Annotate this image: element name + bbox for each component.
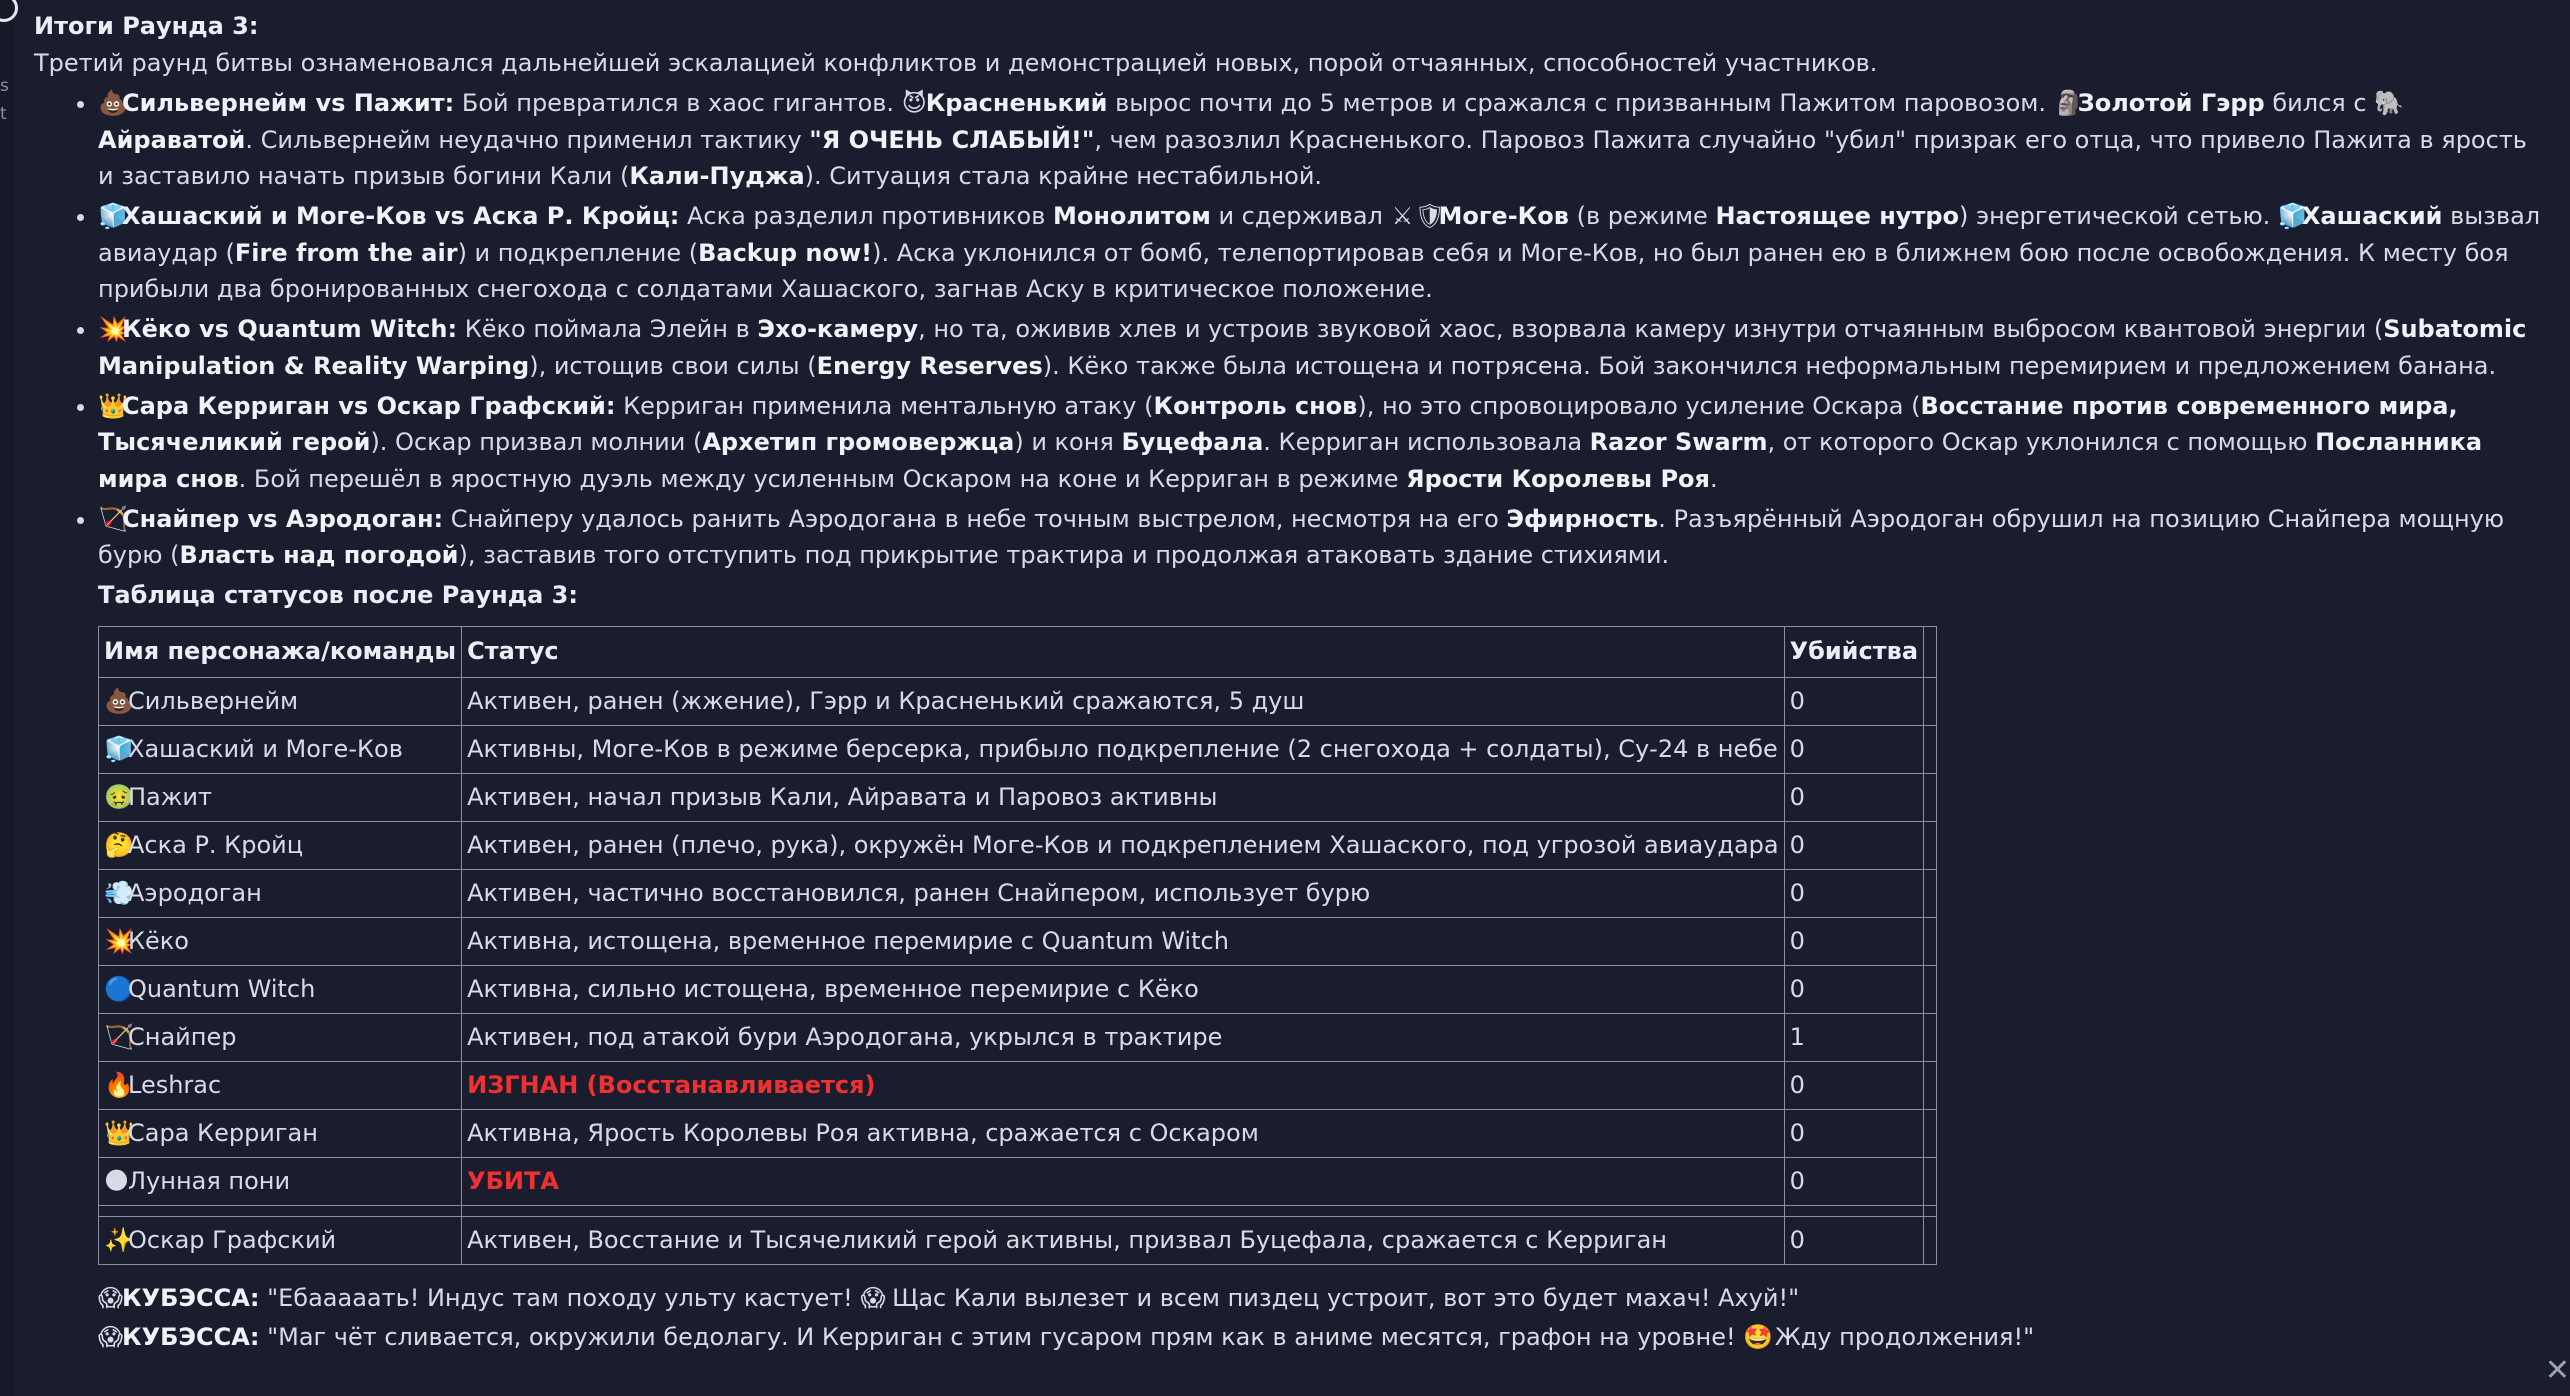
shocked-face-icon: 😱 xyxy=(98,1283,124,1312)
event-text: вызвал авиаудар ( xyxy=(98,202,2541,267)
event-text: ). Кёко также была истощена и потрясена. Бой закончился неформальным перемирием и предложением банана. xyxy=(1042,351,2497,380)
cell-status: Активен, ранен (жжение), Гэрр и Красненький сражаются, 5 душ xyxy=(462,677,1784,725)
table-cell xyxy=(1784,1205,1923,1216)
table-row xyxy=(99,773,1937,821)
table-row xyxy=(99,1061,1937,1109)
cell-kills: 0 xyxy=(1784,677,1923,725)
event-text: , чем разозлил Красненького. Паровоз Пажита случайно "убил" призрак его отца, что привело Пажита в ярость и заставило начать призыв богини Кали ( xyxy=(98,125,2527,190)
column-header-kills: Убийства xyxy=(1784,626,1923,677)
table-extra-cell xyxy=(1924,1061,1937,1109)
event-text: . Сильвернейм неудачно применил тактику xyxy=(245,125,810,154)
fighter-icon: 🧊 xyxy=(98,202,128,230)
reaction-emoji-icon: 🤩 xyxy=(1743,1322,1774,1351)
table-extra-cell xyxy=(1924,869,1937,917)
event-text: (в режиме xyxy=(1568,202,1716,230)
cell-status: Активен, начал призыв Кали, Айравата и Паровоз активны xyxy=(462,773,1784,821)
character-name: Сара Керриган xyxy=(128,1118,318,1147)
highlight-term: Кали-Пуджа xyxy=(629,162,805,190)
event-text: . Керриган использовала xyxy=(1263,428,1590,456)
event-item xyxy=(98,85,2544,195)
table-row xyxy=(99,1109,1937,1157)
event-item xyxy=(98,388,2544,498)
fighter-icon: 💩 xyxy=(98,89,128,117)
table-extra-cell xyxy=(1924,917,1937,965)
character-name: Аэродоган xyxy=(128,878,262,907)
table-row xyxy=(99,677,1937,725)
character-icon: 🏹 xyxy=(104,1022,134,1051)
table-row xyxy=(99,917,1937,965)
character-name: Аска Р. Кройц xyxy=(128,830,304,859)
avatar-ring-icon[interactable] xyxy=(0,0,18,22)
cell-status: Активна, Ярость Королевы Роя активна, сражается с Оскаром xyxy=(462,1109,1784,1157)
inline-emoji-icon: ⚔ xyxy=(1391,202,1414,230)
character-icon: 🌑 xyxy=(104,1166,130,1195)
table-row xyxy=(99,1216,1937,1264)
highlight-term: Контроль снов xyxy=(1153,391,1358,420)
event-text: , от которого Оскар уклонился с помощью xyxy=(1767,428,2316,456)
highlight-term: Эхо-камеру xyxy=(757,315,919,343)
event-title-text: Хашаский и Моге-Ков vs Аска Р. Кройц: xyxy=(122,202,680,230)
comment-speaker: КУБЭССА: xyxy=(122,1322,260,1351)
cell-status: Активен, частично восстановился, ранен Снайпером, использует бурю xyxy=(462,869,1784,917)
character-icon: 🤔 xyxy=(104,830,134,859)
event-text: и сдерживал xyxy=(1210,202,1391,230)
table-header-row xyxy=(99,626,1937,677)
comment-line xyxy=(98,1279,2544,1318)
status-table-body xyxy=(99,677,1937,1264)
cell-kills: 0 xyxy=(1784,821,1923,869)
table-extra-cell xyxy=(1924,965,1937,1013)
character-icon: 🧊 xyxy=(104,734,134,763)
event-text: Бой превратился в хаос гигантов. xyxy=(454,89,902,117)
event-text: Керриган применила ментальную атаку ( xyxy=(615,391,1154,420)
comment-text: "Маг чёт сливается, окружили бедолагу. И Керриган с этим гусаром прям как в аниме месятся, графон на уровне! xyxy=(259,1322,1744,1351)
table-cell xyxy=(99,1205,462,1216)
cell-kills: 0 xyxy=(1784,1061,1923,1109)
table-extra-cell xyxy=(1924,1216,1937,1264)
gutter-letter: t xyxy=(0,104,7,124)
table-extra-cell xyxy=(1924,1157,1937,1205)
cell-name xyxy=(99,1109,462,1157)
event-title xyxy=(98,202,679,230)
comment-line xyxy=(98,1318,2544,1357)
close-icon[interactable]: ✕ xyxy=(2544,1353,2570,1388)
highlight-term: Айраватой xyxy=(98,125,246,154)
table-row xyxy=(99,725,1937,773)
highlight-term: Backup now! xyxy=(698,238,873,267)
highlight-term: Архетип громовержца xyxy=(702,428,1015,456)
event-title xyxy=(98,392,615,420)
highlight-term: Subatomic Manipulation & Reality Warping xyxy=(98,315,2527,380)
event-item xyxy=(98,501,2544,574)
character-icon: 💨 xyxy=(104,878,134,907)
character-icon: 💥 xyxy=(104,926,134,955)
column-header-status: Статус xyxy=(462,626,1784,677)
status-table xyxy=(98,626,1937,1265)
event-text: ) и коня xyxy=(1014,428,1122,456)
event-text: ), но это спровоцировало усиление Оскара ( xyxy=(1357,391,1921,420)
event-text: , но та, оживив хлев и устроив звуковой хаос, взорвала камеру изнутри отчаянным выбросом квантовой энергии ( xyxy=(918,315,2384,343)
cell-name xyxy=(99,1013,462,1061)
highlight-term: Fire from the air xyxy=(234,238,458,267)
event-text: Аска разделил противников xyxy=(679,202,1053,230)
cell-kills: 1 xyxy=(1784,1013,1923,1061)
table-row xyxy=(99,965,1937,1013)
character-name: Leshrac xyxy=(128,1070,222,1099)
cell-name xyxy=(99,677,462,725)
event-text: Кёко поймала Элейн в xyxy=(457,315,758,343)
event-title-text: Сара Керриган vs Оскар Графский: xyxy=(122,391,616,420)
cell-status: ИЗГНАН (Восстанавливается) xyxy=(462,1061,1784,1109)
inline-emoji-icon: 🐘 xyxy=(2374,89,2405,117)
cell-name xyxy=(99,821,462,869)
character-name: Сильвернейм xyxy=(128,686,299,715)
highlight-term: Настоящее нутро xyxy=(1715,202,1960,230)
table-title: Таблица статусов после Раунда 3: xyxy=(98,581,578,609)
event-text: ). Аска уклонился от бомб, телепортировав себя и Моге-Ков, но был ранен ею в ближнем бою после освобождения. К месту боя прибыли два бронированных снегохода с солдатами Хашаского, загнав Аску в критическое положение. xyxy=(98,238,2509,303)
highlight-term: Власть над погодой xyxy=(179,541,459,569)
fighter-icon: 💥 xyxy=(98,315,128,343)
highlight-term: Моге-Ков xyxy=(1438,202,1569,230)
commentary xyxy=(98,1279,2544,1357)
cell-status: Активны, Моге-Ков в режиме берсерка, прибыло подкрепление (2 снегохода + солдаты), Су-24 в небе xyxy=(462,725,1784,773)
event-text: бился с xyxy=(2264,89,2375,117)
event-title-text: Снайпер vs Аэродоган: xyxy=(122,504,444,533)
highlight-term: Красненький xyxy=(925,89,1108,117)
character-icon: 👑 xyxy=(104,1118,134,1147)
inline-emoji-icon: 🗿 xyxy=(2053,89,2084,117)
highlight-term: Эфирность xyxy=(1506,504,1659,533)
character-name: Пажит xyxy=(128,782,212,811)
cell-name xyxy=(99,869,462,917)
event-text: ). Оскар призвал молнии ( xyxy=(370,428,703,456)
event-title xyxy=(98,89,454,117)
cell-name xyxy=(99,773,462,821)
event-text: ). Ситуация стала крайне нестабильной. xyxy=(804,162,1323,190)
comment-speaker: КУБЭССА: xyxy=(122,1283,260,1312)
cell-status: Активна, сильно истощена, временное перемирие с Кёко xyxy=(462,965,1784,1013)
cell-kills: 0 xyxy=(1784,773,1923,821)
comment-text: "Ебааааать! Индус там походу ульту кастует! xyxy=(259,1283,861,1312)
cell-status: Активен, под атакой бури Аэродогана, укрылся в трактире xyxy=(462,1013,1784,1061)
event-text: ) и подкрепление ( xyxy=(457,238,699,267)
table-row xyxy=(99,1013,1937,1061)
cell-status: Активна, истощена, временное перемирие с Quantum Witch xyxy=(462,917,1784,965)
character-name: Кёко xyxy=(128,926,189,955)
table-extra-cell xyxy=(1924,1013,1937,1061)
cell-name xyxy=(99,1061,462,1109)
event-text: . xyxy=(1709,464,1718,493)
cell-kills: 0 xyxy=(1784,1157,1923,1205)
event-text: ), заставив того отступить под прикрытие трактира и продолжая атаковать здание стихиями. xyxy=(458,541,1670,569)
event-text: Снайперу удалось ранить Аэродогана в небе точным выстрелом, несмотря на его xyxy=(443,504,1507,533)
event-title-text: Сильвернейм vs Пажит: xyxy=(122,89,455,117)
event-text: вырос почти до 5 метров и сражался с призванным Пажитом паровозом. xyxy=(1107,89,2054,117)
inline-emoji-icon: 🧊 xyxy=(2277,202,2308,230)
character-name: Лунная пони xyxy=(128,1166,291,1195)
cell-name xyxy=(99,917,462,965)
character-icon: 💩 xyxy=(104,686,134,715)
cell-status: Активен, ранен (плечо, рука), окружён Моге-Ков и подкреплением Хашаского, под угрозой авиаудара xyxy=(462,821,1784,869)
inline-emoji-icon: 😈 xyxy=(901,89,927,117)
highlight-term: Ярости Королевы Роя xyxy=(1406,464,1710,493)
event-title xyxy=(98,315,457,343)
character-icon: ✨ xyxy=(104,1225,134,1254)
highlight-term: Посланника мира снов xyxy=(98,428,2483,493)
table-extra-cell xyxy=(1924,725,1937,773)
fighter-icon: 🏹 xyxy=(98,504,128,533)
cell-kills: 0 xyxy=(1784,869,1923,917)
character-name: Снайпер xyxy=(128,1022,237,1051)
table-extra-cell xyxy=(1924,626,1937,677)
character-name: Quantum Witch xyxy=(128,974,316,1003)
highlight-term: Монолитом xyxy=(1052,202,1211,230)
cell-name xyxy=(99,1157,462,1205)
comment-text: Щас Кали вылезет и всем пиздец устроит, вот это будет махач! Ахуй!" xyxy=(884,1283,1800,1312)
event-title xyxy=(98,505,443,533)
gutter-letter: s xyxy=(0,76,9,96)
table-cell xyxy=(462,1205,1784,1216)
cell-kills: 0 xyxy=(1784,965,1923,1013)
table-extra-cell xyxy=(1924,677,1937,725)
table-row xyxy=(99,1157,1937,1205)
inline-emoji-icon: 🛡 xyxy=(1414,202,1445,230)
comment-text: Жду продолжения!" xyxy=(1767,1322,2035,1351)
highlight-term: Razor Swarm xyxy=(1589,428,1768,456)
message-body xyxy=(34,8,2544,1357)
event-title-text: Кёко vs Quantum Witch: xyxy=(122,315,458,343)
fighter-icon: 👑 xyxy=(98,391,128,420)
table-row xyxy=(99,821,1937,869)
table-cell xyxy=(1924,1205,1937,1216)
left-gutter xyxy=(0,0,14,1396)
cell-name xyxy=(99,965,462,1013)
column-header-name: Имя персонажа/команды xyxy=(99,626,462,677)
character-icon: 🔵 xyxy=(104,974,134,1003)
cell-kills: 0 xyxy=(1784,917,1923,965)
event-item xyxy=(98,198,2544,308)
table-extra-cell xyxy=(1924,1109,1937,1157)
highlight-term: "Я ОЧЕНЬ СЛАБЫЙ!" xyxy=(809,125,1095,154)
event-text: ) энергетической сетью. xyxy=(1959,202,2278,230)
highlight-term: Energy Reserves xyxy=(816,351,1043,380)
cell-name xyxy=(99,725,462,773)
highlight-term: Хашаский xyxy=(2301,202,2443,230)
character-name: Оскар Графский xyxy=(128,1225,337,1254)
cell-name xyxy=(99,1216,462,1264)
reaction-emoji-icon: 😱 xyxy=(860,1283,886,1312)
cell-kills: 0 xyxy=(1784,1109,1923,1157)
cell-kills: 0 xyxy=(1784,725,1923,773)
character-icon: 🤢 xyxy=(104,782,134,811)
event-text: ), истощив свои силы ( xyxy=(529,351,817,380)
highlight-term: Восстание против современного мира, Тысячеликий герой xyxy=(98,391,2458,456)
table-row xyxy=(99,869,1937,917)
highlight-term: Буцефала xyxy=(1121,428,1264,456)
table-extra-cell xyxy=(1924,773,1937,821)
event-text: . Бой перешёл в яростную дуэль между усиленным Оскаром на коне и Керриган в режиме xyxy=(238,464,1407,493)
events-list xyxy=(34,85,2544,574)
cell-status: УБИТА xyxy=(462,1157,1784,1205)
cell-status: Активен, Восстание и Тысячеликий герой активны, призвал Буцефала, сражается с Керриган xyxy=(462,1216,1784,1264)
round-heading: Итоги Раунда 3: xyxy=(34,12,259,40)
table-extra-cell xyxy=(1924,821,1937,869)
character-icon: 🔥 xyxy=(104,1070,134,1099)
highlight-term: Золотой Гэрр xyxy=(2077,89,2265,117)
shocked-face-icon: 😱 xyxy=(98,1322,124,1351)
event-item xyxy=(98,311,2544,384)
round-intro: Третий раунд битвы ознаменовался дальнейшей эскалацией конфликтов и демонстрацией новых, порой отчаянных, способностей участников. xyxy=(34,48,1878,77)
cell-kills: 0 xyxy=(1784,1216,1923,1264)
table-spacer-row xyxy=(99,1205,1937,1216)
event-text: . Разъярённый Аэродоган обрушил на позицию Снайпера мощную бурю ( xyxy=(98,504,2505,569)
character-name: Хашаский и Моге-Ков xyxy=(128,734,403,763)
